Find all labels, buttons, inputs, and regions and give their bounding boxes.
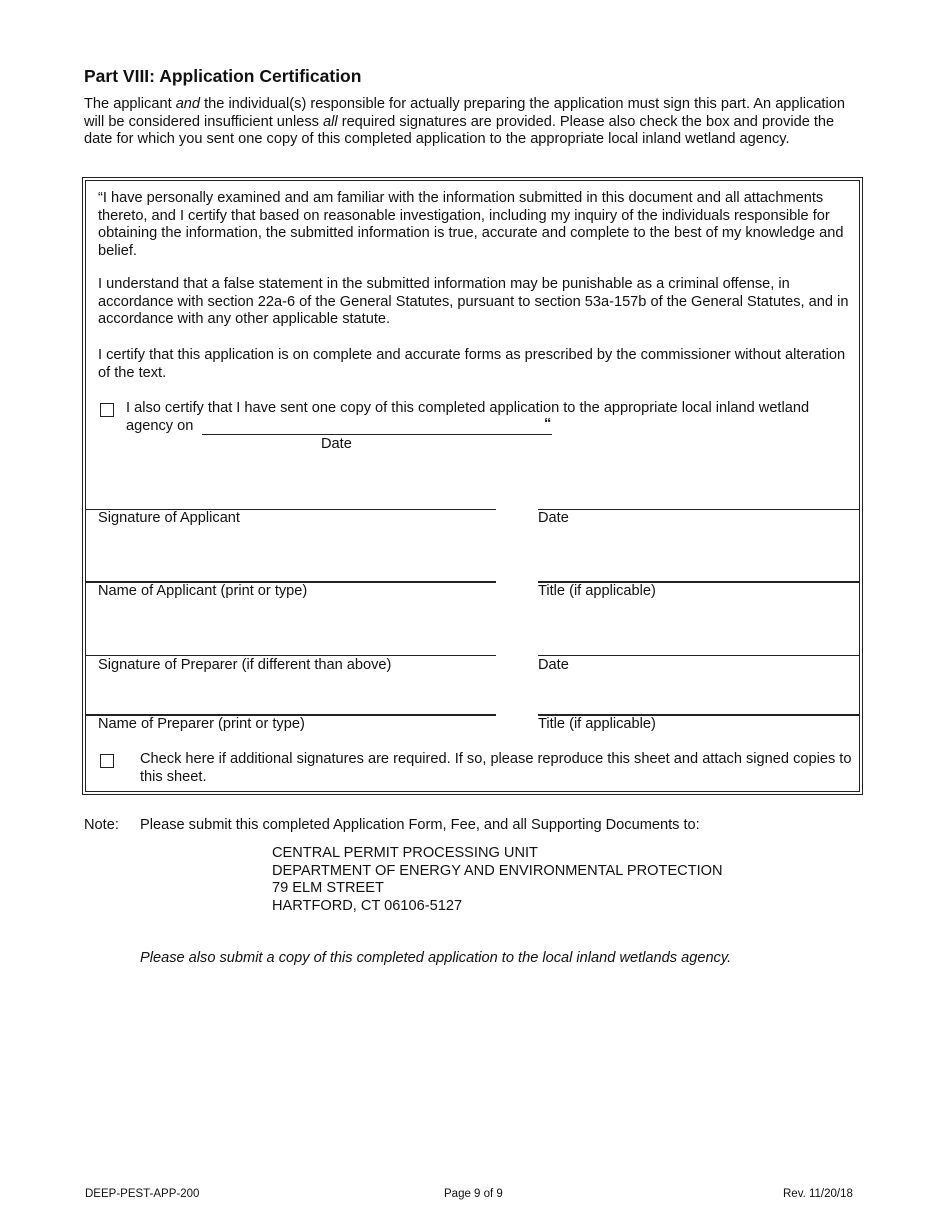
preparer-date-label: Date [538,657,569,673]
address-line-department: DEPARTMENT OF ENERGY AND ENVIRONMENTAL PROTECTION [272,862,723,879]
page-title: Part VIII: Application Certification [84,66,362,86]
mailing-address [272,845,723,915]
address-line-city: HARTFORD, CT 06106-5127 [272,897,463,914]
certification-statement-2: I understand that a false statement in the submitted information may be punishable as a criminal offense, in accordance with section 22a-6 of the General Statutes, pursuant to section 53a-157b of the General Statutes, and in accordance with any other applicable statute. [98,276,849,328]
applicant-name-label: Name of Applicant (print or type) [98,583,308,599]
preparer-signature-field[interactable] [85,655,496,656]
address-line-street: 79 ELM STREET [272,880,384,896]
intro-all-emphasis: all [323,113,338,130]
certification-statement-3: I certify that this application is on complete and accurate forms as prescribed by the commissioner without alteration of the text. [98,347,846,381]
copy-sent-statement-line2: agency on [126,418,194,434]
intro-and-emphasis: and [175,96,201,112]
preparer-signature-label: Signature of Preparer (if different than above) [98,657,392,673]
copy-sent-date-caption: Date [321,436,352,452]
note-label: Note: [84,817,119,833]
applicant-date-field[interactable] [538,509,860,510]
preparer-name-label: Name of Preparer (print or type) [98,716,305,732]
copy-sent-checkbox[interactable] [100,403,114,417]
additional-signatures-statement: Check here if additional signatures are required. If so, please reproduce this sheet and attach signed copies to this sheet. [140,751,852,785]
copy-sent-date-field[interactable] [202,434,552,435]
copy-sent-statement-line1: I also certify that I have sent one copy of this completed application to the appropriate local inland wetland [126,400,810,416]
local-agency-note: Please also submit a copy of this completed application to the local inland wetlands agency. [140,950,732,966]
intro-text-3: required signatures are provided. Please also check the box and provide the date for which you sent one copy of this completed application to the appropriate local inland wetland agency. [84,113,835,148]
additional-signatures-checkbox[interactable] [100,754,114,768]
applicant-title-label: Title (if applicable) [538,583,656,599]
intro-paragraph [84,96,854,149]
certification-box [82,177,863,795]
intro-text-1: The applicant [84,96,176,112]
footer-form-id: DEEP-PEST-APP-200 [85,1188,200,1200]
note-text: Please submit this completed Application Form, Fee, and all Supporting Documents to: [140,817,700,833]
applicant-signature-label: Signature of Applicant [98,510,240,526]
footer-revision: Rev. 11/20/18 [783,1188,853,1200]
address-line-unit: CENTRAL PERMIT PROCESSING UNIT [272,845,538,861]
closing-quote: “ [544,416,552,432]
certification-statement-1: “I have personally examined and am familiar with the information submitted in this document and all attachments thereto, and I certify that based on reasonable investigation, including my inquiry of the individuals responsible for obtaining the information, the submitted information is true, accurate and complete to the best of my knowledge and belief. [98,190,844,259]
intro-text-2: the individual(s) responsible for actually preparing the application must sign this part. An application will be considered insufficient unless [84,96,845,130]
footer-page-number: Page 9 of 9 [444,1188,503,1200]
applicant-date-label: Date [538,510,569,526]
preparer-date-field[interactable] [538,655,860,656]
preparer-title-label: Title (if applicable) [538,716,656,732]
